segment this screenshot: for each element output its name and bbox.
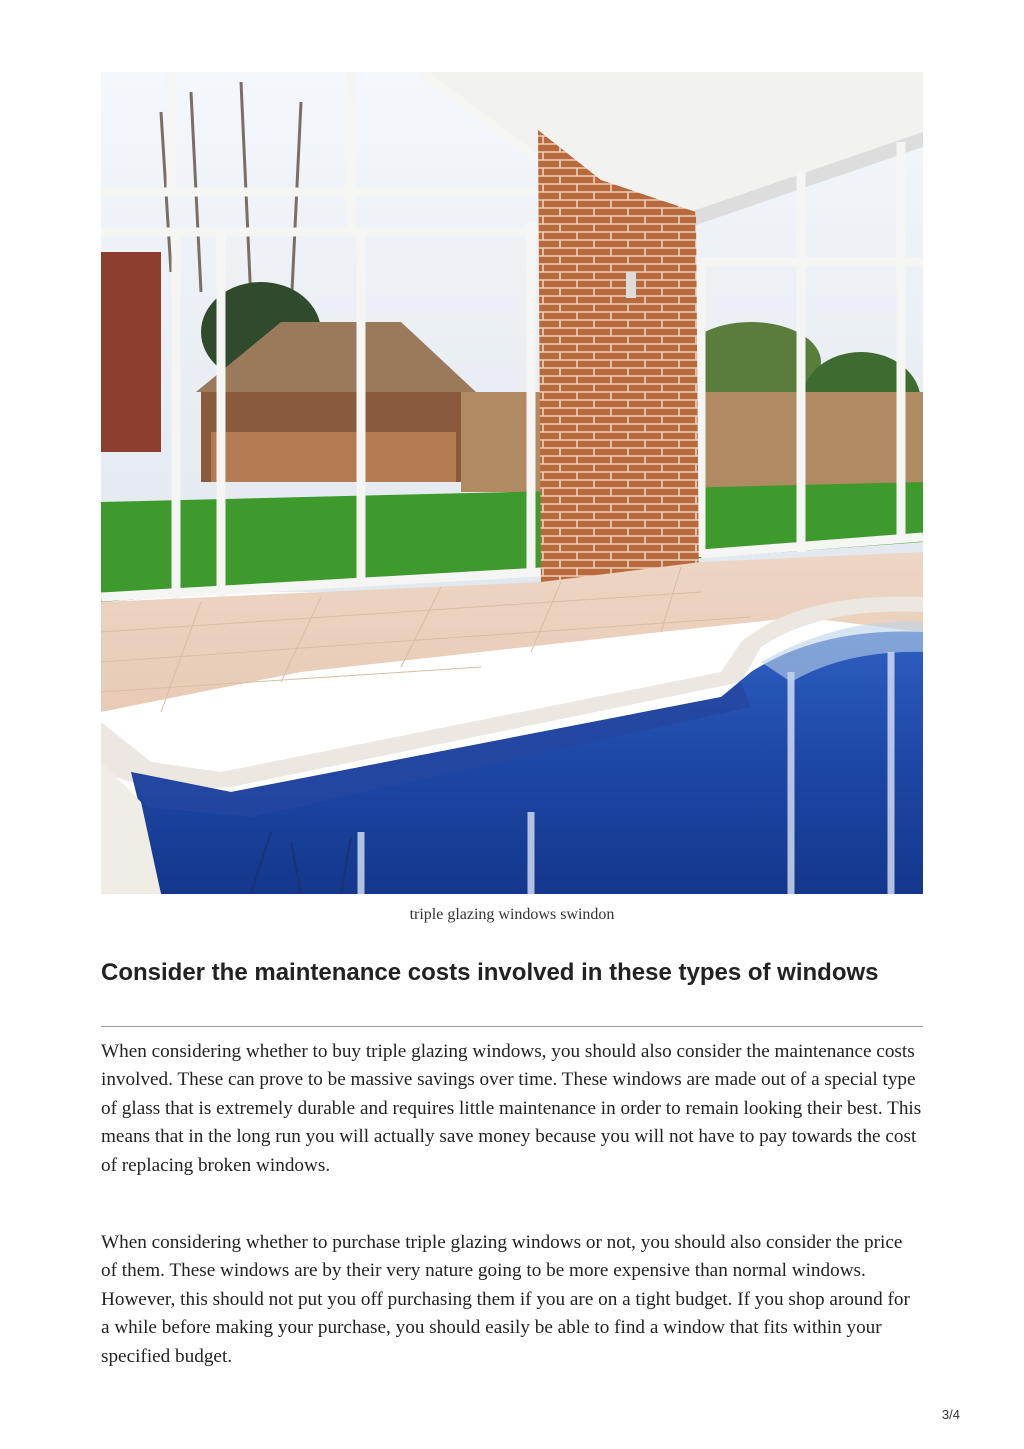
article-photo [101,72,923,894]
image-caption: triple glazing windows swindon [409,906,615,923]
body-paragraph: When considering whether to purchase triple glazing windows or not, you should also consider the price of them. These windows are by their very nature going to be more expensive than normal windows. However, this should not put you off purchasing them if you are on a tight budget. If you shop around for a while before making your purchase, you should easily be able to find a window that fits within your specified budget. [101,1232,910,1367]
pool-room-image [101,72,923,894]
section-heading: Consider the maintenance costs involved in these types of windows [101,959,879,986]
page-number: 3/4 [941,1407,960,1422]
body-paragraph: When considering whether to buy triple glazing windows, you should also consider the maintenance costs involved. These can prove to be massive savings over time. These windows are made out of a special type of glass that is extremely durable and requires little maintenance in order to remain looking their best. This means that in the long run you will actually save money because you will not have to pay towards the cost of replacing broken windows. [101,1041,922,1176]
heading-divider [101,1026,923,1027]
